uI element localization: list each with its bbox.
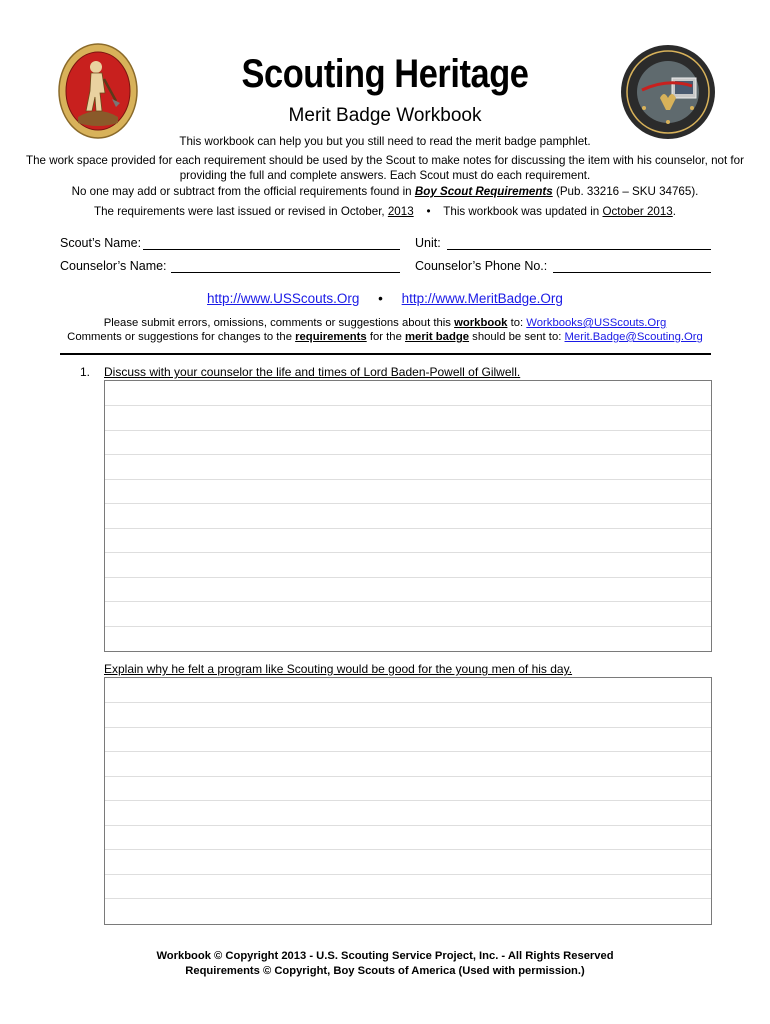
requirements-feedback-note bbox=[0, 330, 770, 344]
workbook-feedback-note bbox=[0, 316, 770, 330]
requirements-feedback-text: Comments or suggestions for changes to the bbox=[67, 331, 296, 343]
requirement-1-answer-box[interactable] bbox=[104, 380, 712, 652]
workspace-note bbox=[0, 153, 770, 183]
meritbadge-link[interactable]: http://www.MeritBadge.Org bbox=[401, 291, 563, 306]
requirements-note-pub: (Pub. 33216 – SKU 34765). bbox=[552, 185, 699, 198]
page-subtitle: Merit Badge Workbook bbox=[288, 105, 482, 126]
counselor-phone-label: Counselor’s Phone No.: bbox=[415, 259, 548, 273]
scout-name-row bbox=[60, 235, 400, 251]
counselor-phone-field[interactable] bbox=[553, 258, 711, 273]
counselor-name-field[interactable] bbox=[171, 258, 400, 273]
requirements-copyright: Requirements © Copyright, Boy Scouts of America (Used with permission.) bbox=[185, 965, 585, 977]
requirement-1b-answer-box[interactable] bbox=[104, 677, 712, 925]
workbook-emphasis: workbook bbox=[454, 317, 508, 329]
usscouts-link[interactable]: http://www.USScouts.Org bbox=[207, 291, 360, 306]
scout-name-field[interactable] bbox=[143, 235, 400, 250]
workspace-note-line2: providing the full and complete answers. Each Scout must do each requirement. bbox=[179, 169, 591, 182]
update-date: October 2013 bbox=[602, 205, 673, 218]
unit-field[interactable] bbox=[447, 235, 711, 250]
merit-badge-emphasis: merit badge bbox=[405, 331, 470, 343]
revision-note bbox=[0, 204, 770, 219]
scout-name-label: Scout’s Name: bbox=[60, 236, 142, 250]
counselor-name-row bbox=[60, 258, 400, 274]
workbook-feedback-to: to: bbox=[507, 317, 527, 329]
workbook-copyright: Workbook © Copyright 2013 - U.S. Scouting Service Project, Inc. - All Rights Reserved bbox=[156, 950, 614, 962]
update-note-text: This workbook was updated in bbox=[443, 205, 603, 218]
section-divider bbox=[60, 353, 711, 355]
requirements-note bbox=[0, 184, 770, 199]
bullet-separator: • bbox=[426, 205, 431, 218]
website-links bbox=[0, 290, 770, 307]
unit-row bbox=[415, 235, 711, 251]
counselor-name-label: Counselor’s Name: bbox=[60, 259, 167, 273]
requirements-note-text: No one may add or subtract from the official requirements found in bbox=[71, 185, 415, 198]
requirement-1b-text: Explain why he felt a program like Scouting would be good for the young men of his day. bbox=[104, 662, 573, 676]
boy-scout-requirements-title: Boy Scout Requirements bbox=[414, 185, 553, 198]
workspace-note-line1: The work space provided for each requirement should be used by the Scout to make notes for discussing the item with his counselor, not for bbox=[26, 154, 744, 167]
revision-year: 2013 bbox=[387, 205, 414, 218]
merit-badge-email-link[interactable]: Merit.Badge@Scouting.Org bbox=[564, 331, 703, 343]
unit-label: Unit: bbox=[415, 236, 441, 250]
requirements-emphasis: requirements bbox=[295, 331, 367, 343]
workbook-feedback-text: Please submit errors, omissions, comments or suggestions about this bbox=[103, 317, 455, 329]
requirements-feedback-to: should be sent to: bbox=[469, 331, 565, 343]
page-title: Scouting Heritage bbox=[241, 52, 529, 96]
workbooks-email-link[interactable]: Workbooks@USScouts.Org bbox=[526, 317, 667, 329]
requirement-1-text: Discuss with your counselor the life and times of Lord Baden-Powell of Gilwell. bbox=[104, 365, 521, 379]
requirements-feedback-for: for the bbox=[366, 331, 406, 343]
requirement-1-number: 1. bbox=[80, 365, 91, 379]
update-note-end: . bbox=[672, 205, 676, 218]
revision-note-text: The requirements were last issued or revised in October, bbox=[94, 205, 388, 218]
counselor-phone-row bbox=[415, 258, 711, 274]
links-separator: • bbox=[378, 291, 383, 306]
workbook-note: This workbook can help you but you still need to read the merit badge pamphlet. bbox=[179, 135, 591, 148]
